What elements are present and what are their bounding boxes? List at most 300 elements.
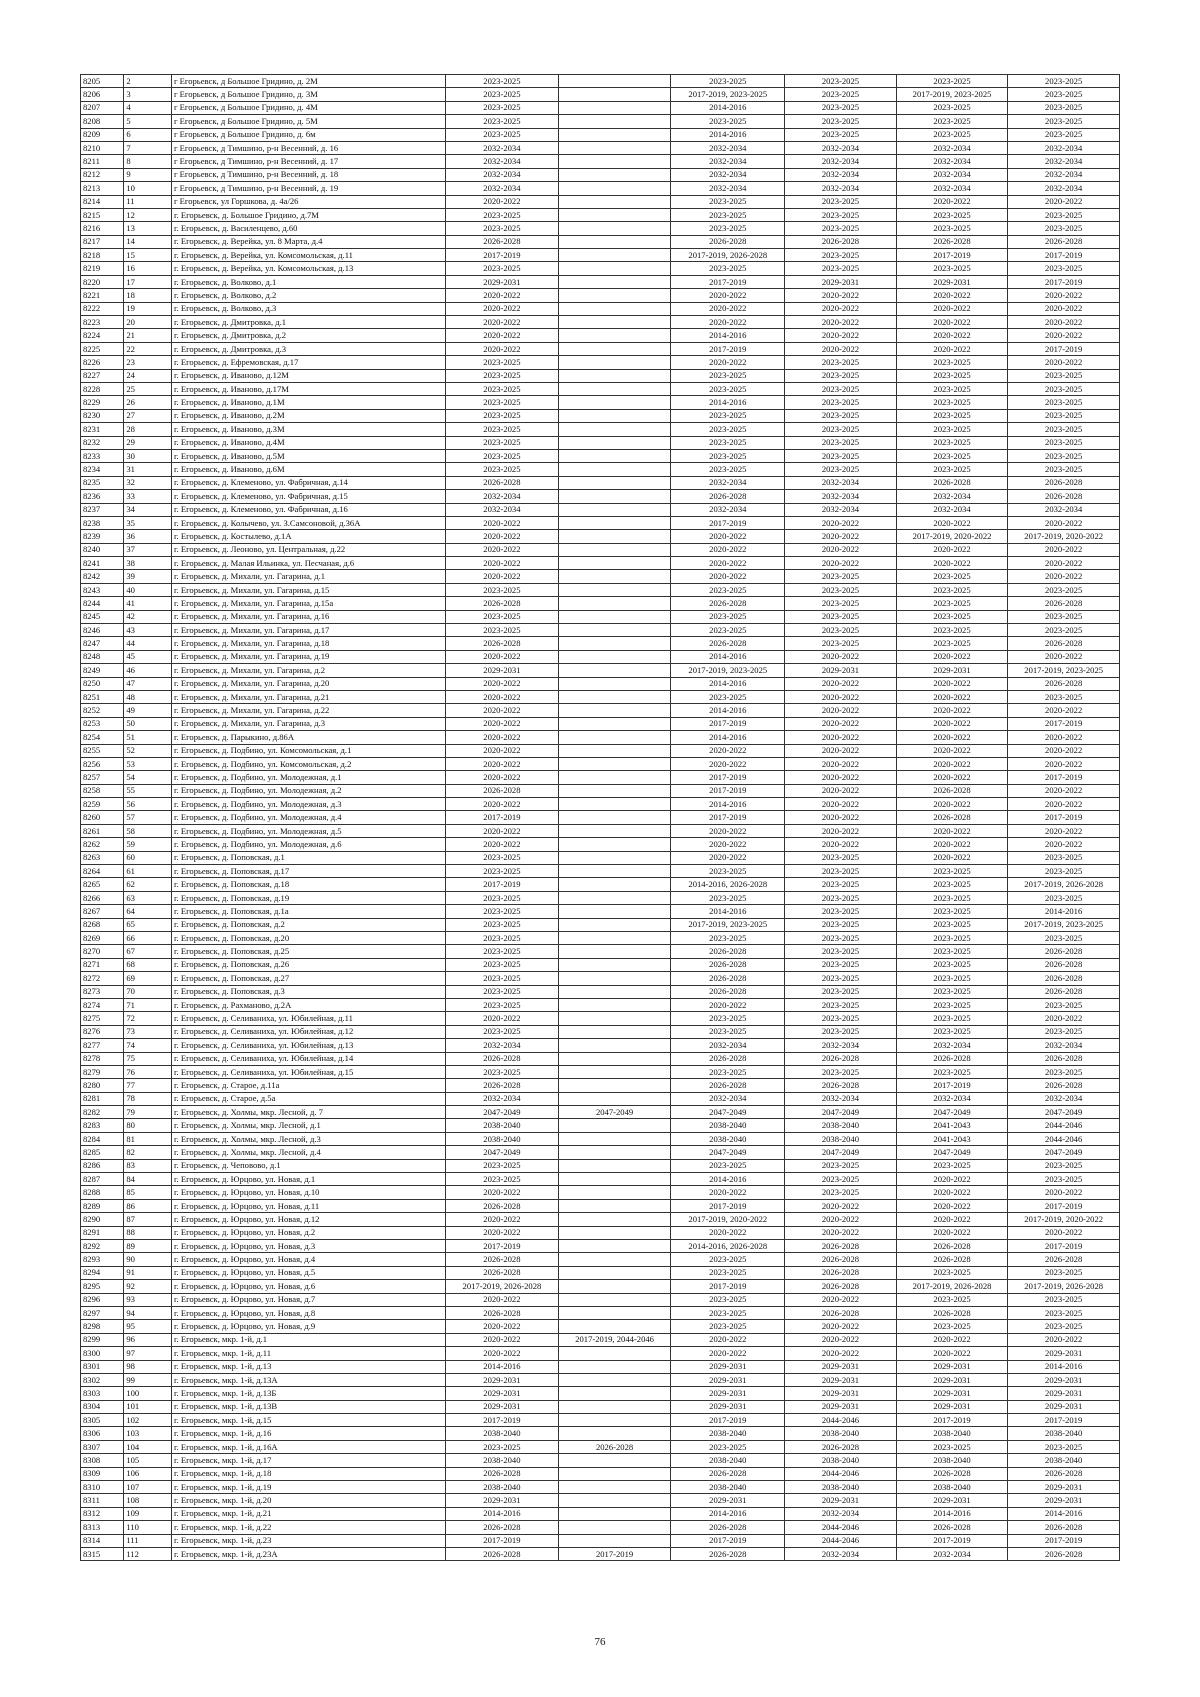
period-4-cell: 2026-2028 — [785, 1239, 897, 1252]
period-5-cell: 2023-2025 — [896, 208, 1008, 221]
table-row — [81, 1012, 1120, 1025]
period-2-cell — [558, 342, 671, 355]
period-5-cell: 2023-2025 — [896, 918, 1008, 931]
period-1-cell: 2023-2025 — [446, 115, 559, 128]
record-number-cell: 8252 — [81, 704, 124, 717]
period-5-cell: 2026-2028 — [896, 784, 1008, 797]
period-3-cell: 2014-2016 — [671, 905, 785, 918]
period-4-cell: 2023-2025 — [785, 1025, 897, 1038]
table-row — [81, 1347, 1120, 1360]
address-cell: г Егорьевск, д Тимшино, р-н Весенний, д. 16 — [171, 141, 445, 154]
row-index-cell: 103 — [124, 1427, 172, 1440]
table-row — [81, 88, 1120, 101]
period-2-cell — [558, 1239, 671, 1252]
address-cell: г. Егорьевск, д. Поповская, д.17 — [171, 865, 445, 878]
address-cell: г. Егорьевск, д. Подбино, ул. Молодежная, д.3 — [171, 798, 445, 811]
address-cell: г. Егорьевск, д. Подбино, ул. Молодежная, д.1 — [171, 771, 445, 784]
period-2-cell — [558, 396, 671, 409]
period-6-cell: 2020-2022 — [1008, 356, 1120, 369]
address-cell: г. Егорьевск, д. Холмы, мкр. Лесной, д. 7 — [171, 1106, 445, 1119]
period-6-cell: 2020-2022 — [1008, 704, 1120, 717]
period-5-cell: 2020-2022 — [896, 543, 1008, 556]
period-1-cell: 2014-2016 — [446, 1360, 559, 1373]
period-2-cell — [558, 382, 671, 395]
period-4-cell: 2020-2022 — [785, 302, 897, 315]
period-6-cell: 2023-2025 — [1008, 382, 1120, 395]
record-number-cell: 8229 — [81, 396, 124, 409]
table-row — [81, 1226, 1120, 1239]
record-number-cell: 8287 — [81, 1173, 124, 1186]
record-number-cell: 8233 — [81, 449, 124, 462]
table-row — [81, 1092, 1120, 1105]
period-1-cell: 2020-2022 — [446, 757, 559, 770]
period-4-cell: 2032-2034 — [785, 1547, 897, 1560]
table-row — [81, 1106, 1120, 1119]
period-5-cell: 2032-2034 — [896, 490, 1008, 503]
period-2-cell — [558, 476, 671, 489]
period-4-cell: 2020-2022 — [785, 329, 897, 342]
period-2-cell — [558, 1065, 671, 1078]
period-3-cell: 2017-2019 — [671, 1534, 785, 1547]
address-cell: г. Егорьевск, д. Селиваниха, ул. Юбилейная, д.15 — [171, 1065, 445, 1078]
period-1-cell: 2017-2019 — [446, 1414, 559, 1427]
period-6-cell: 2023-2025 — [1008, 1306, 1120, 1319]
record-number-cell: 8273 — [81, 985, 124, 998]
period-5-cell: 2032-2034 — [896, 182, 1008, 195]
row-index-cell: 16 — [124, 262, 172, 275]
period-1-cell: 2023-2025 — [446, 583, 559, 596]
period-4-cell: 2020-2022 — [785, 690, 897, 703]
record-number-cell: 8251 — [81, 690, 124, 703]
address-cell: г. Егорьевск, д. Михали, ул. Гагарина, д.20 — [171, 677, 445, 690]
period-3-cell: 2020-2022 — [671, 316, 785, 329]
period-1-cell: 2017-2019 — [446, 811, 559, 824]
period-5-cell: 2032-2034 — [896, 1547, 1008, 1560]
table-row — [81, 557, 1120, 570]
table-row — [81, 423, 1120, 436]
period-6-cell: 2023-2025 — [1008, 1293, 1120, 1306]
record-number-cell: 8222 — [81, 302, 124, 315]
record-number-cell: 8217 — [81, 235, 124, 248]
row-index-cell: 75 — [124, 1052, 172, 1065]
period-4-cell: 2020-2022 — [785, 811, 897, 824]
period-5-cell: 2020-2022 — [896, 302, 1008, 315]
address-cell: г. Егорьевск, д. Холмы, мкр. Лесной, д.4 — [171, 1146, 445, 1159]
address-cell: г. Егорьевск, д. Подбино, ул. Молодежная, д.6 — [171, 838, 445, 851]
period-6-cell: 2017-2019 — [1008, 1414, 1120, 1427]
address-cell: г. Егорьевск, д. Селиваниха, ул. Юбилейная, д.11 — [171, 1012, 445, 1025]
period-1-cell: 2020-2022 — [446, 195, 559, 208]
record-number-cell: 8270 — [81, 945, 124, 958]
period-3-cell: 2032-2034 — [671, 155, 785, 168]
period-4-cell: 2032-2034 — [785, 141, 897, 154]
table-row — [81, 1373, 1120, 1386]
period-5-cell: 2023-2025 — [896, 262, 1008, 275]
address-cell: г. Егорьевск, д. Ефремовская, д.17 — [171, 356, 445, 369]
record-number-cell: 8258 — [81, 784, 124, 797]
period-4-cell: 2023-2025 — [785, 369, 897, 382]
address-cell: г. Егорьевск, д. Юрцово, ул. Новая, д.10 — [171, 1186, 445, 1199]
period-4-cell: 2020-2022 — [785, 824, 897, 837]
period-6-cell: 2017-2019 — [1008, 249, 1120, 262]
address-cell: г. Егорьевск, д. Дмитровка, д.2 — [171, 329, 445, 342]
period-2-cell — [558, 329, 671, 342]
period-3-cell: 2029-2031 — [671, 1387, 785, 1400]
period-1-cell: 2023-2025 — [446, 208, 559, 221]
period-3-cell: 2026-2028 — [671, 235, 785, 248]
period-6-cell: 2020-2022 — [1008, 757, 1120, 770]
period-1-cell: 2032-2034 — [446, 490, 559, 503]
period-1-cell: 2020-2022 — [446, 329, 559, 342]
period-5-cell: 2023-2025 — [896, 101, 1008, 114]
row-index-cell: 109 — [124, 1507, 172, 1520]
period-2-cell — [558, 757, 671, 770]
period-3-cell: 2023-2025 — [671, 1320, 785, 1333]
address-cell: г Егорьевск, ул Горшкова, д. 4а/26 — [171, 195, 445, 208]
period-1-cell: 2017-2019 — [446, 1534, 559, 1547]
period-6-cell: 2017-2019, 2020-2022 — [1008, 530, 1120, 543]
period-5-cell: 2029-2031 — [896, 1373, 1008, 1386]
period-5-cell: 2023-2025 — [896, 1012, 1008, 1025]
record-number-cell: 8234 — [81, 463, 124, 476]
address-cell: г. Егорьевск, д. Малая Ильинка, ул. Песчаная, д.6 — [171, 557, 445, 570]
period-3-cell: 2017-2019 — [671, 811, 785, 824]
table-row — [81, 1521, 1120, 1534]
period-4-cell: 2023-2025 — [785, 878, 897, 891]
row-index-cell: 24 — [124, 369, 172, 382]
table-row — [81, 1253, 1120, 1266]
row-index-cell: 54 — [124, 771, 172, 784]
period-3-cell: 2023-2025 — [671, 436, 785, 449]
table-row — [81, 1427, 1120, 1440]
period-5-cell: 2020-2022 — [896, 516, 1008, 529]
record-number-cell: 8253 — [81, 717, 124, 730]
period-5-cell: 2020-2022 — [896, 717, 1008, 730]
period-2-cell — [558, 1012, 671, 1025]
period-4-cell: 2023-2025 — [785, 115, 897, 128]
period-2-cell — [558, 1494, 671, 1507]
period-3-cell: 2020-2022 — [671, 1186, 785, 1199]
period-5-cell: 2020-2022 — [896, 851, 1008, 864]
record-number-cell: 8278 — [81, 1052, 124, 1065]
row-index-cell: 69 — [124, 972, 172, 985]
period-2-cell — [558, 1534, 671, 1547]
period-6-cell: 2023-2025 — [1008, 449, 1120, 462]
record-number-cell: 8209 — [81, 128, 124, 141]
period-4-cell: 2023-2025 — [785, 1173, 897, 1186]
period-3-cell: 2020-2022 — [671, 1333, 785, 1346]
period-5-cell: 2023-2025 — [896, 449, 1008, 462]
address-cell: г. Егорьевск, д. Селиваниха, ул. Юбилейная, д.12 — [171, 1025, 445, 1038]
record-number-cell: 8313 — [81, 1521, 124, 1534]
row-index-cell: 3 — [124, 88, 172, 101]
period-5-cell: 2023-2025 — [896, 382, 1008, 395]
record-number-cell: 8264 — [81, 865, 124, 878]
period-6-cell: 2023-2025 — [1008, 891, 1120, 904]
address-cell: г. Егорьевск, д. Юрцово, ул. Новая, д.8 — [171, 1306, 445, 1319]
period-1-cell: 2026-2028 — [446, 1052, 559, 1065]
period-5-cell: 2029-2031 — [896, 1387, 1008, 1400]
record-number-cell: 8295 — [81, 1280, 124, 1293]
address-cell: г. Егорьевск, д. Михали, ул. Гагарина, д.16 — [171, 610, 445, 623]
row-index-cell: 68 — [124, 958, 172, 971]
address-cell: г. Егорьевск, д. Михали, ул. Гагарина, д.17 — [171, 624, 445, 637]
period-4-cell: 2026-2028 — [785, 1280, 897, 1293]
row-index-cell: 38 — [124, 557, 172, 570]
address-cell: г. Егорьевск, д. Михали, ул. Гагарина, д.22 — [171, 704, 445, 717]
period-6-cell: 2044-2046 — [1008, 1119, 1120, 1132]
period-4-cell: 2029-2031 — [785, 1387, 897, 1400]
address-cell: г Егорьевск, д Тимшино, р-н Весенний, д. 17 — [171, 155, 445, 168]
row-index-cell: 71 — [124, 998, 172, 1011]
record-number-cell: 8315 — [81, 1547, 124, 1560]
record-number-cell: 8239 — [81, 530, 124, 543]
period-4-cell: 2020-2022 — [785, 316, 897, 329]
record-number-cell: 8263 — [81, 851, 124, 864]
period-2-cell: 2017-2019, 2044-2046 — [558, 1333, 671, 1346]
row-index-cell: 97 — [124, 1347, 172, 1360]
period-6-cell: 2017-2019 — [1008, 717, 1120, 730]
table-row — [81, 1159, 1120, 1172]
table-row — [81, 597, 1120, 610]
record-number-cell: 8221 — [81, 289, 124, 302]
record-number-cell: 8286 — [81, 1159, 124, 1172]
record-number-cell: 8304 — [81, 1400, 124, 1413]
period-1-cell: 2023-2025 — [446, 624, 559, 637]
period-1-cell: 2020-2022 — [446, 1293, 559, 1306]
period-3-cell: 2017-2019 — [671, 771, 785, 784]
page-number: 76 — [594, 1636, 606, 1648]
period-5-cell: 2020-2022 — [896, 690, 1008, 703]
period-5-cell: 2047-2049 — [896, 1146, 1008, 1159]
period-1-cell: 2023-2025 — [446, 1025, 559, 1038]
row-index-cell: 84 — [124, 1173, 172, 1186]
row-index-cell: 89 — [124, 1239, 172, 1252]
period-4-cell: 2020-2022 — [785, 1293, 897, 1306]
period-1-cell: 2023-2025 — [446, 998, 559, 1011]
table-row — [81, 1454, 1120, 1467]
address-cell: г. Егорьевск, д. Волково, д.1 — [171, 275, 445, 288]
period-3-cell: 2020-2022 — [671, 1347, 785, 1360]
period-2-cell — [558, 570, 671, 583]
period-5-cell: 2023-2025 — [896, 878, 1008, 891]
record-number-cell: 8249 — [81, 664, 124, 677]
table-row — [81, 1534, 1120, 1547]
row-index-cell: 5 — [124, 115, 172, 128]
record-number-cell: 8255 — [81, 744, 124, 757]
period-2-cell — [558, 851, 671, 864]
period-2-cell — [558, 1226, 671, 1239]
row-index-cell: 83 — [124, 1159, 172, 1172]
period-2-cell — [558, 838, 671, 851]
record-number-cell: 8237 — [81, 503, 124, 516]
row-index-cell: 74 — [124, 1039, 172, 1052]
period-4-cell: 2023-2025 — [785, 624, 897, 637]
row-index-cell: 110 — [124, 1521, 172, 1534]
row-index-cell: 72 — [124, 1012, 172, 1025]
period-3-cell: 2017-2019, 2023-2025 — [671, 88, 785, 101]
period-5-cell: 2020-2022 — [896, 798, 1008, 811]
period-4-cell: 2020-2022 — [785, 1213, 897, 1226]
table-row — [81, 208, 1120, 221]
period-6-cell: 2017-2019, 2020-2022 — [1008, 1213, 1120, 1226]
period-4-cell: 2020-2022 — [785, 838, 897, 851]
period-2-cell — [558, 141, 671, 154]
record-number-cell: 8259 — [81, 798, 124, 811]
period-3-cell: 2023-2025 — [671, 1159, 785, 1172]
period-6-cell: 2017-2019 — [1008, 1199, 1120, 1212]
period-6-cell: 2023-2025 — [1008, 101, 1120, 114]
period-1-cell: 2020-2022 — [446, 1186, 559, 1199]
period-3-cell: 2023-2025 — [671, 115, 785, 128]
period-2-cell — [558, 302, 671, 315]
period-3-cell: 2023-2025 — [671, 610, 785, 623]
period-6-cell: 2020-2022 — [1008, 289, 1120, 302]
period-4-cell: 2023-2025 — [785, 570, 897, 583]
record-number-cell: 8297 — [81, 1306, 124, 1319]
record-number-cell: 8256 — [81, 757, 124, 770]
period-2-cell — [558, 1320, 671, 1333]
address-cell: г. Егорьевск, д. Дмитровка, д.3 — [171, 342, 445, 355]
period-3-cell: 2023-2025 — [671, 382, 785, 395]
period-1-cell: 2038-2040 — [446, 1427, 559, 1440]
table-row — [81, 155, 1120, 168]
row-index-cell: 104 — [124, 1440, 172, 1453]
period-6-cell: 2023-2025 — [1008, 1173, 1120, 1186]
period-2-cell — [558, 1159, 671, 1172]
period-2-cell — [558, 75, 671, 88]
period-2-cell — [558, 1467, 671, 1480]
address-cell: г. Егорьевск, д. Подбино, ул. Молодежная, д.5 — [171, 824, 445, 837]
record-number-cell: 8308 — [81, 1454, 124, 1467]
period-2-cell — [558, 891, 671, 904]
address-cell: г. Егорьевск, д. Поповская, д.2 — [171, 918, 445, 931]
period-5-cell: 2023-2025 — [896, 75, 1008, 88]
period-1-cell: 2023-2025 — [446, 932, 559, 945]
period-4-cell: 2023-2025 — [785, 905, 897, 918]
address-cell: г. Егорьевск, д. Клеменово, ул. Фабричная, д.15 — [171, 490, 445, 503]
period-5-cell: 2032-2034 — [896, 155, 1008, 168]
address-cell: г. Егорьевск, д. Клеменово, ул. Фабричная, д.16 — [171, 503, 445, 516]
period-1-cell: 2026-2028 — [446, 1266, 559, 1279]
period-4-cell: 2020-2022 — [785, 798, 897, 811]
record-number-cell: 8250 — [81, 677, 124, 690]
period-2-cell — [558, 690, 671, 703]
period-1-cell: 2032-2034 — [446, 1039, 559, 1052]
row-index-cell: 51 — [124, 731, 172, 744]
period-3-cell: 2020-2022 — [671, 557, 785, 570]
period-2-cell — [558, 1347, 671, 1360]
record-number-cell: 8306 — [81, 1427, 124, 1440]
period-2-cell — [558, 878, 671, 891]
period-6-cell: 2026-2028 — [1008, 1052, 1120, 1065]
period-5-cell: 2029-2031 — [896, 1400, 1008, 1413]
address-cell: г. Егорьевск, д. Селиваниха, ул. Юбилейная, д.14 — [171, 1052, 445, 1065]
row-index-cell: 32 — [124, 476, 172, 489]
period-1-cell: 2020-2022 — [446, 342, 559, 355]
row-index-cell: 13 — [124, 222, 172, 235]
period-3-cell: 2023-2025 — [671, 891, 785, 904]
period-6-cell: 2023-2025 — [1008, 262, 1120, 275]
address-cell: г Егорьевск, д Тимшино, р-н Весенний, д. 18 — [171, 168, 445, 181]
period-3-cell: 2029-2031 — [671, 1373, 785, 1386]
period-5-cell: 2026-2028 — [896, 1306, 1008, 1319]
address-cell: г. Егорьевск, д. Юрцово, ул. Новая, д.4 — [171, 1253, 445, 1266]
period-5-cell: 2038-2040 — [896, 1454, 1008, 1467]
row-index-cell: 34 — [124, 503, 172, 516]
record-number-cell: 8247 — [81, 637, 124, 650]
period-6-cell: 2026-2028 — [1008, 972, 1120, 985]
row-index-cell: 105 — [124, 1454, 172, 1467]
schedule-table — [80, 74, 1120, 1561]
table-row — [81, 717, 1120, 730]
period-3-cell: 2032-2034 — [671, 476, 785, 489]
period-1-cell: 2023-2025 — [446, 396, 559, 409]
address-cell: г. Егорьевск, д. Михали, ул. Гагарина, д.19 — [171, 650, 445, 663]
period-4-cell: 2023-2025 — [785, 597, 897, 610]
table-row — [81, 289, 1120, 302]
period-1-cell: 2017-2019, 2026-2028 — [446, 1280, 559, 1293]
period-3-cell: 2038-2040 — [671, 1427, 785, 1440]
period-1-cell: 2020-2022 — [446, 838, 559, 851]
record-number-cell: 8268 — [81, 918, 124, 931]
period-6-cell: 2020-2022 — [1008, 731, 1120, 744]
period-1-cell: 2026-2028 — [446, 1467, 559, 1480]
period-6-cell: 2014-2016 — [1008, 905, 1120, 918]
address-cell: г. Егорьевск, д. Иваново, д.1М — [171, 396, 445, 409]
period-6-cell: 2032-2034 — [1008, 182, 1120, 195]
period-1-cell: 2020-2022 — [446, 717, 559, 730]
period-3-cell: 2023-2025 — [671, 409, 785, 422]
record-number-cell: 8265 — [81, 878, 124, 891]
record-number-cell: 8244 — [81, 597, 124, 610]
period-3-cell: 2017-2019 — [671, 717, 785, 730]
period-4-cell: 2020-2022 — [785, 289, 897, 302]
period-2-cell — [558, 356, 671, 369]
period-1-cell: 2023-2025 — [446, 369, 559, 382]
period-1-cell: 2023-2025 — [446, 409, 559, 422]
address-cell: г. Егорьевск, мкр. 1-й, д.18 — [171, 1467, 445, 1480]
period-2-cell — [558, 115, 671, 128]
period-3-cell: 2014-2016 — [671, 396, 785, 409]
row-index-cell: 8 — [124, 155, 172, 168]
table-row — [81, 1280, 1120, 1293]
period-3-cell: 2020-2022 — [671, 289, 785, 302]
table-row — [81, 905, 1120, 918]
table-row — [81, 101, 1120, 114]
row-index-cell: 88 — [124, 1226, 172, 1239]
address-cell: г. Егорьевск, д. Поповская, д.18 — [171, 878, 445, 891]
period-2-cell — [558, 1025, 671, 1038]
table-row — [81, 409, 1120, 422]
period-5-cell: 2023-2025 — [896, 958, 1008, 971]
address-cell: г. Егорьевск, д. Михали, ул. Гагарина, д.21 — [171, 690, 445, 703]
period-4-cell: 2023-2025 — [785, 891, 897, 904]
period-4-cell: 2026-2028 — [785, 1052, 897, 1065]
period-2-cell — [558, 798, 671, 811]
period-2-cell — [558, 262, 671, 275]
address-cell: г. Егорьевск, д. Юрцово, ул. Новая, д.1 — [171, 1173, 445, 1186]
record-number-cell: 8267 — [81, 905, 124, 918]
period-5-cell: 2017-2019 — [896, 249, 1008, 262]
period-2-cell — [558, 637, 671, 650]
period-6-cell: 2023-2025 — [1008, 1266, 1120, 1279]
record-number-cell: 8207 — [81, 101, 124, 114]
period-1-cell: 2023-2025 — [446, 1159, 559, 1172]
record-number-cell: 8215 — [81, 208, 124, 221]
period-1-cell: 2023-2025 — [446, 891, 559, 904]
table-row — [81, 396, 1120, 409]
